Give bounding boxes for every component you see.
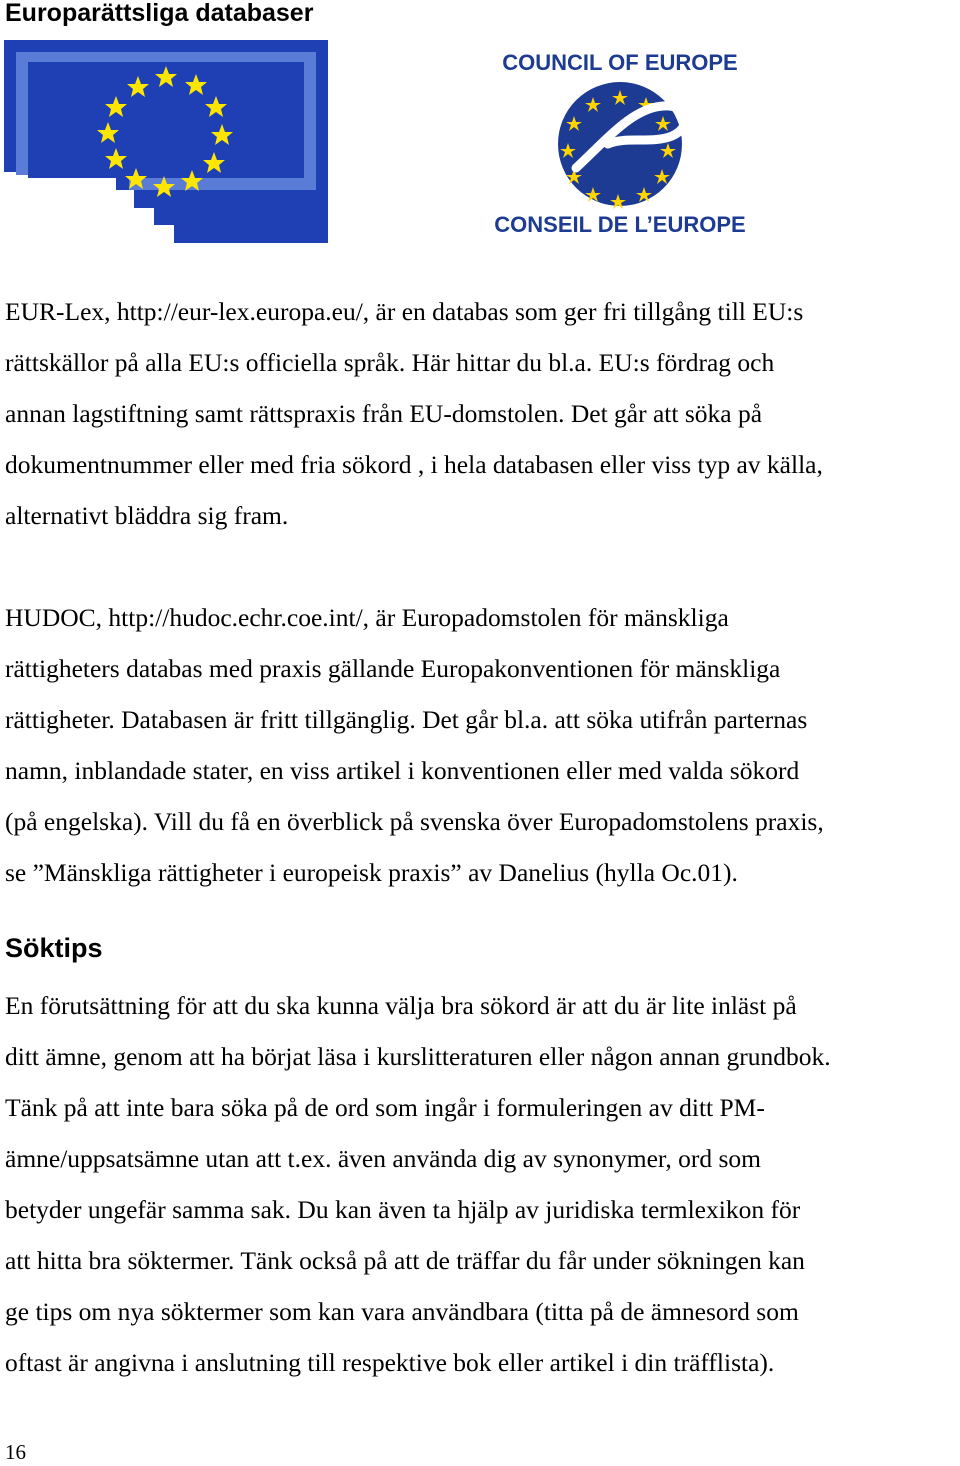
hudoc-paragraph: HUDOC, http://hudoc.echr.coe.int/, är Europadomstolen för mänskliga rättigheters databas med praxis gällande Europakonventionen för mänskliga rättigheter. Databasen är fritt tillgänglig. Det går bl.a. att söka utifrån parternas namn, inblandade stater, en viss artikel i konventionen eller med valda sökord (på engelska). Vill du få en överblick på svenska över Europadomstolens praxis, se ”Mänskliga rättigheter i europeisk praxis” av Danelius (hylla Oc.01). bbox=[5, 603, 824, 887]
eur-lex-paragraph: EUR-Lex, http://eur-lex.europa.eu/, är en databas som ger fri tillgång till EU:s rättskällor på alla EU:s officiella språk. Här hittar du bl.a. EU:s fördrag och annan lagstiftning samt rättspraxis från EU-domstolen. Det går att söka på dokumentnummer eller med fria sökord , i hela databasen eller viss typ av källa, alternativt bläddra sig fram. bbox=[5, 297, 823, 530]
section-heading-soktips: Söktips bbox=[5, 933, 103, 963]
council-of-europe-logo bbox=[458, 48, 782, 234]
soktips-paragraph: En förutsättning för att du ska kunna välja bra sökord är att du är lite inläst på ditt ämne, genom att ha börjat läsa i kurslitteraturen eller någon annan grundbok. Tänk på att inte bara söka på de ord som ingår i formuleringen av ditt PM- ämne/uppsatsämne utan att t.ex. även använda dig av synonymer, ord som betyder ungefär samma sak. Du kan även ta hjälp av juridiska termlexikon för att hitta bra söktermer. Tänk också på att de träffar du får under sökningen kan ge tips om nya söktermer som kan vara användbara (titta på de ämnesord som oftast är angivna i anslutning till respektive bok eller artikel i din träfflista). bbox=[5, 991, 831, 1377]
page-number: 16 bbox=[5, 1440, 26, 1464]
coe-bottom-text: CONSEIL DE L’EUROPE bbox=[494, 212, 746, 234]
coe-top-text: COUNCIL OF EUROPE bbox=[502, 50, 738, 75]
eu-flag-logo bbox=[4, 40, 328, 243]
page-title: Europarättsliga databaser bbox=[5, 0, 314, 27]
